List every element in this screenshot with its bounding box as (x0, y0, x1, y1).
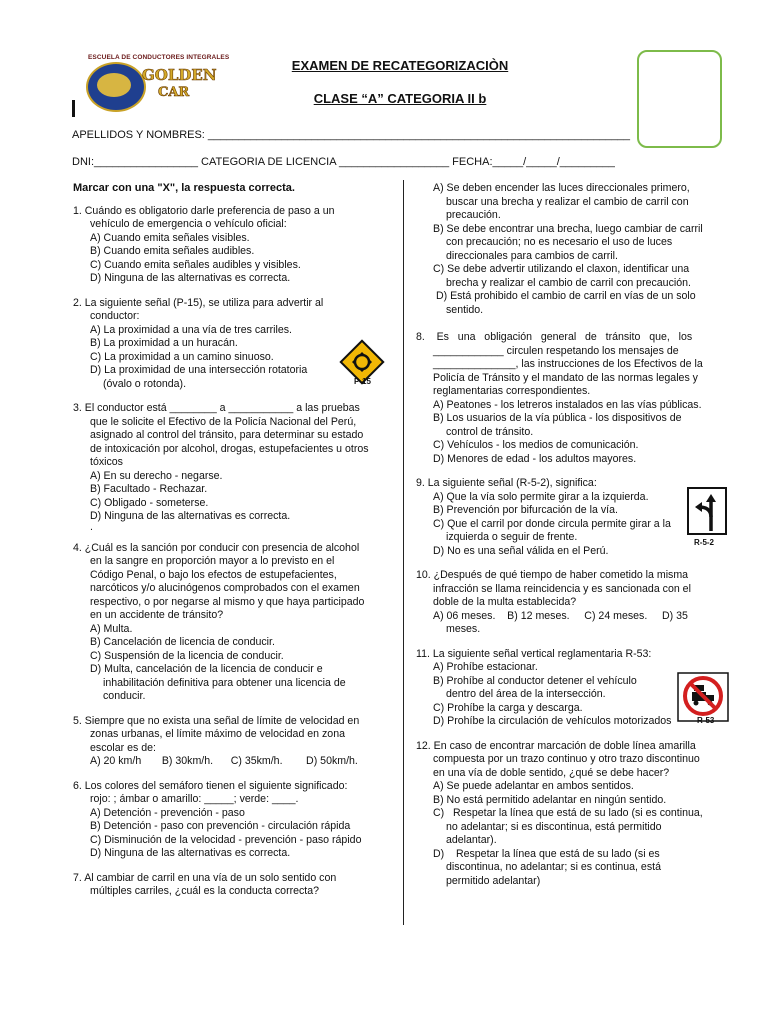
option[interactable]: A) Prohíbe estacionar. (433, 661, 538, 673)
question-text: conductor: (90, 310, 140, 322)
question-7 (73, 872, 370, 899)
option[interactable]: C) Disminución de la velocidad - prevención - paso rápido (90, 833, 362, 846)
option[interactable]: B) Prevención por bifurcación de la vía. (433, 504, 618, 516)
names-field[interactable]: APELLIDOS Y NOMBRES: _____________________________________________________________________ (72, 129, 631, 141)
question-5 (73, 715, 370, 769)
question-text: zonas urbanas, el límite máximo de velocidad en zona (90, 728, 345, 740)
option-continuation: con precaución; no es necesario el uso de luces (446, 236, 673, 248)
option[interactable]: C) Vehículos - los medios de comunicación. (433, 439, 639, 451)
option[interactable]: C) Obligado - someterse. (90, 496, 209, 509)
question-text: ______________, las instrucciones de los Efectivos de la (433, 358, 703, 370)
question-text: escolar es de: (90, 741, 156, 754)
question-text: de intoxicación por alcohol, drogas, estupefacientes u otros (90, 442, 369, 455)
question-text: en una vía de doble sentido, ¿qué se debe hacer? (433, 766, 670, 779)
option[interactable]: D) No es una señal válida en el Perú. (433, 544, 609, 557)
question-text: reglamentarias correspondientes. (433, 385, 591, 397)
question-10 (416, 569, 712, 637)
option[interactable]: D) Menores de edad - los adultos mayores. (433, 452, 637, 465)
option[interactable]: B) Se debe encontrar una brecha, luego cambiar de carril (433, 222, 703, 235)
option[interactable]: C) La proximidad a un camino sinuoso. (90, 350, 274, 363)
sign-caption-r52: R-5-2 (694, 538, 715, 547)
question-text: en un accidente de tránsito? (90, 609, 224, 621)
option[interactable]: D) Ninguna de las alternativas es correcta. (90, 272, 291, 284)
instruction: Marcar con una "X", la respuesta correcta. (73, 182, 295, 194)
option[interactable]: C) Que el carril por donde circula permite girar a la (433, 517, 671, 530)
option[interactable]: B) Detención - paso con prevención - circulación rápida (90, 820, 351, 832)
option-continuation: control de tránsito. (446, 425, 534, 438)
option[interactable]: B) Cancelación de licencia de conducir. (90, 636, 275, 648)
option[interactable]: A) En su derecho - negarse. (90, 469, 223, 482)
question-text: que le solicite el Efectivo de la Policía Nacional del Perú, (90, 415, 357, 428)
question-3 (73, 402, 370, 531)
question-text: Policía de Tránsito y el mandato de las normas legales y (433, 371, 698, 384)
question-7-options (416, 182, 712, 317)
dni-category-date-fields[interactable]: DNI:_________________ CATEGORIA DE LICENCIA __________________ FECHA:_____/_____/_________ (72, 156, 615, 168)
logo-brand-line1: GOLDEN (142, 66, 217, 84)
option[interactable]: C) Cuando emita señales audibles y visibles. (90, 258, 301, 271)
question-text: en la sangre en proporción mayor a lo previsto en el (90, 555, 335, 567)
option[interactable]: D) Ninguna de las alternativas es correcta. (90, 847, 291, 859)
left-column (73, 182, 370, 910)
option[interactable]: C) Suspensión de la licencia de conducir. (90, 649, 284, 662)
options-row[interactable]: A) 20 km/h B) 30km/h. C) 35km/h. D) 50km/h. (90, 755, 358, 767)
turn-left-or-straight-sign-icon (687, 487, 727, 535)
exam-title: EXAMEN DE RECATEGORIZACIÒN (291, 58, 509, 73)
option[interactable]: B) Facultado - Rechazar. (90, 483, 208, 495)
option-continuation: adelantar). (446, 834, 497, 846)
question-text: compuesta por un trazo continuo y otro trazo discontinuo (433, 753, 700, 765)
question-4 (73, 542, 370, 704)
options-row[interactable]: A) 06 meses. B) 12 meses. C) 24 meses. D) 35 (433, 609, 688, 622)
question-text: respectivo, o por negarse al mismo y que haya participado (90, 595, 365, 608)
option-continuation: permitido adelantar) (446, 874, 541, 887)
sign-caption-p15: P-15 (354, 377, 371, 386)
option[interactable]: A) Que la vía solo permite girar a la izquierda. (433, 490, 649, 503)
school-logo (80, 54, 230, 110)
right-column (416, 182, 715, 899)
option[interactable]: B) La proximidad a un huracán. (90, 337, 238, 349)
option-continuation: (óvalo o rotonda). (103, 377, 187, 390)
exam-subtitle: CLASE “A” CATEGORIA II b (313, 91, 487, 106)
question-text: tóxicos (90, 456, 123, 468)
option[interactable]: B) Los usuarios de la vía pública - los dispositivos de (433, 412, 682, 424)
option[interactable]: A) La proximidad a una vía de tres carriles. (90, 323, 292, 336)
question-2 (73, 297, 370, 392)
option[interactable]: A) Cuando emita señales visibles. (90, 231, 250, 244)
option-continuation: izquierda o seguir de frente. (446, 531, 578, 543)
option[interactable]: B) No está permitido adelantar en ningún sentido. (433, 793, 667, 806)
question-text: 5. Siempre que no exista una señal de límite de velocidad en (73, 714, 360, 727)
option-continuation: discontinua, no adelantar; si es continua, está (446, 861, 661, 873)
option[interactable]: A) Se puede adelantar en ambos sentidos. (433, 780, 634, 792)
question-8 (416, 331, 712, 466)
question-text: infracción se llama reincidencia y es sancionada con el (433, 582, 691, 595)
option[interactable]: C) Prohíbe la carga y descarga. (433, 701, 583, 714)
question-text: 4. ¿Cuál es la sanción por conducir con presencia de alcohol (73, 541, 360, 554)
question-12 (416, 740, 712, 889)
question-text: doble de la multa establecida? (433, 596, 577, 608)
sign-caption-r53: R-53 (697, 716, 715, 725)
question-text: 10. ¿Después de qué tiempo de haber cometido la misma (416, 569, 689, 581)
question-text: ____________ circulen respetando los mensajes de (433, 344, 679, 357)
option[interactable]: A) Peatones - los letreros instalados en las vías públicas. (433, 398, 702, 411)
logo-school-name: ESCUELA DE CONDUCTORES INTEGRALES (88, 54, 230, 61)
option[interactable]: B) Cuando emita señales audibles. (90, 245, 255, 257)
question-text: rojo: ; ámbar o amarillo: _____; verde: ____. (90, 793, 299, 805)
option[interactable]: A) Se deben encender las luces direccionales primero, (433, 182, 690, 194)
option[interactable]: A) Detención - prevención - paso (90, 806, 245, 819)
option-continuation: direccionales para cambios de carril. (446, 249, 618, 262)
question-text: Código Penal, o bajo los efectos de estupefacientes, (90, 568, 337, 581)
option-continuation: brecha y realizar el cambio de carril con precaución. (446, 276, 691, 289)
question-text: 12. En caso de encontrar marcación de doble línea amarilla (416, 739, 696, 752)
question-6 (73, 780, 370, 861)
option[interactable]: D) Prohíbe la circulación de vehículos motorizados (433, 715, 672, 727)
question-text: 11. La siguiente señal vertical reglamentaria R-53: (416, 647, 652, 660)
option-continuation: conducir. (103, 690, 146, 702)
question-text: 3. El conductor está ________ a ___________ a las pruebas (73, 402, 360, 414)
question-text: 6. Los colores del semáforo tienen el siguiente significado: (73, 779, 348, 792)
option[interactable]: D) La proximidad de una intersección rotatoria (90, 364, 308, 376)
logo-brand-line2: CAR (158, 85, 190, 100)
question-text: 7. Al cambiar de carril en una vía de un solo sentido con (73, 871, 337, 884)
stray-mark: . (90, 520, 93, 533)
logo-emblem (86, 62, 146, 112)
option[interactable]: D) Está prohibido el cambio de carril en vías de un solo (433, 290, 696, 302)
question-text: 9. La siguiente señal (R-5-2), significa: (416, 477, 597, 489)
no-loading-unloading-sign-icon (677, 672, 729, 722)
question-9 (416, 477, 715, 558)
question-text: narcóticos y/o alucinógenos comprobados con el examen (90, 582, 360, 594)
option-continuation: dentro del área de la intersección. (446, 688, 606, 700)
photo-box (637, 50, 722, 148)
option[interactable]: D) Respetar la línea que está de su lado (si es (433, 847, 660, 860)
option[interactable]: D) Ninguna de las alternativas es correcta. (90, 510, 291, 522)
option[interactable]: D) Multa, cancelación de la licencia de conducir e (90, 663, 323, 675)
question-text: múltiples carriles, ¿cuál es la conducta correcta? (90, 885, 320, 897)
margin-mark (72, 100, 75, 117)
question-text: asignado al control del tránsito, para determinar su estado (90, 429, 364, 441)
question-text: 8. Es una obligación general de tránsito que, los (416, 331, 693, 343)
option[interactable]: A) Multa. (90, 622, 133, 635)
option-continuation: precaución. (446, 209, 501, 221)
option-continuation: sentido. (446, 303, 484, 316)
question-11 (416, 647, 715, 729)
option-continuation: inhabilitación definitiva para obtener una licencia de (103, 676, 346, 689)
column-divider (403, 180, 404, 925)
option-continuation: no adelantar; si es discontinua, está permitido (446, 820, 662, 833)
option-continuation: buscar una brecha y realizar el cambio de carril con (446, 195, 689, 208)
question-text: 1. Cuándo es obligatorio darle preferencia de paso a un (73, 204, 335, 217)
option[interactable]: C) Se debe advertir utilizando el claxon, identificar una (433, 263, 690, 275)
option[interactable]: B) Prohíbe al conductor detener el vehículo (433, 674, 637, 687)
question-text: vehículo de emergencia o vehículo oficial: (90, 218, 287, 230)
question-text: 2. La siguiente señal (P-15), se utiliza para advertir al (73, 296, 324, 309)
option-continuation: meses. (446, 623, 481, 635)
option[interactable]: C) Respetar la línea que está de su lado (si es continua, (433, 807, 703, 819)
question-1 (73, 205, 370, 286)
